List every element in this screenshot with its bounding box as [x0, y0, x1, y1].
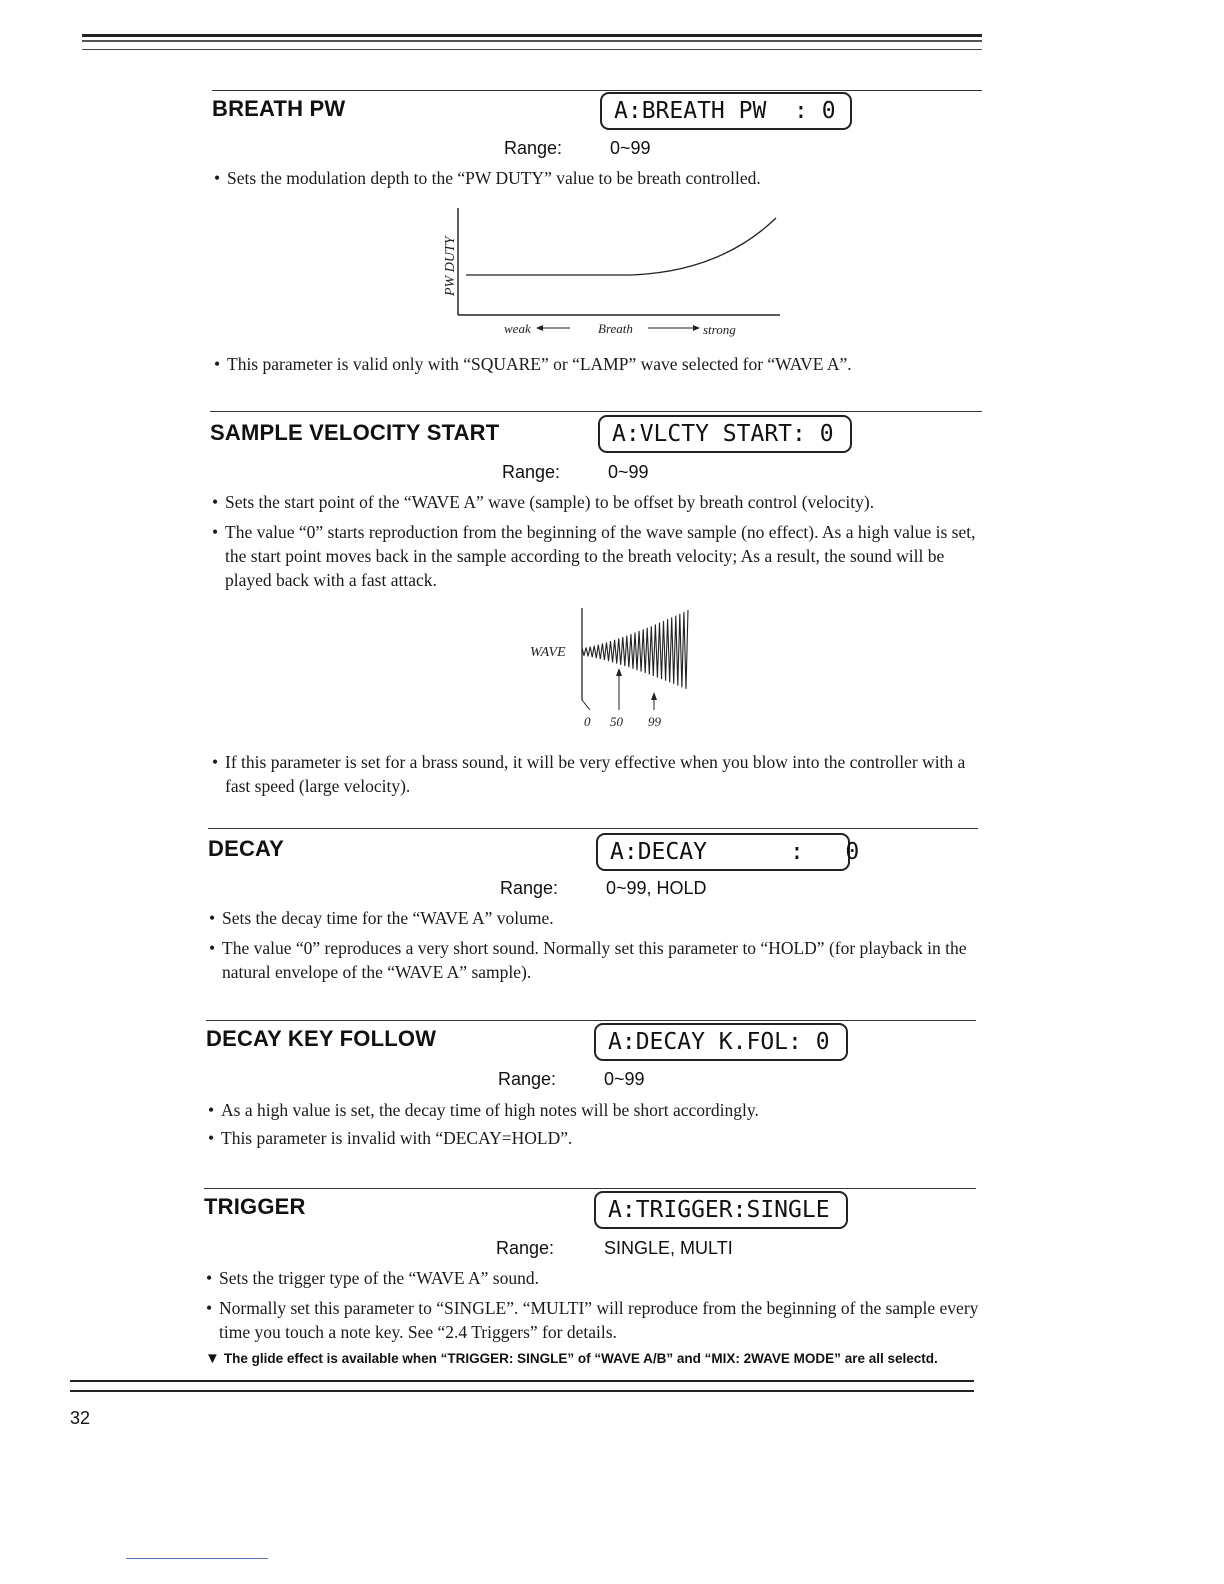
bottom-page-rule	[70, 1380, 974, 1392]
note-marker-icon: ▼	[205, 1350, 220, 1367]
lcd-display-vlcty-start: A:VLCTY START: 0	[598, 415, 852, 453]
lcd-display-decay: A:DECAY : 0	[596, 833, 850, 871]
bullet-item: • Sets the start point of the “WAVE A” wave (sample) to be offset by breath control (velocity).	[212, 492, 875, 512]
bullet-item: • If this parameter is set for a brass sound, it will be very effective when you blow into the controller with a fast speed (large velocity).	[212, 752, 966, 796]
section-title-decay-key-follow: DECAY KEY FOLLOW	[206, 1026, 437, 1051]
range-label: Range:	[500, 878, 559, 898]
lcd-display-breath-pw: A:BREATH PW : 0	[600, 92, 852, 130]
bullet-item: • Sets the decay time for the “WAVE A” volume.	[209, 908, 554, 928]
bullet-item: • The value “0” starts reproduction from the beginning of the wave sample (no effect). As a high value is set, the start point moves back in the sample according to the breath velocity; As a result, the sound will be played back with a fast attack.	[212, 522, 976, 590]
bullet-item: • The value “0” reproduces a very short sound. Normally set this parameter to “HOLD” (for playback in the natural envelope of the “WAVE A” sample).	[209, 938, 967, 982]
weak-label: weak	[504, 321, 531, 336]
section-rule	[204, 1188, 976, 1189]
lcd-display-decay-k-fol: A:DECAY K.FOL: 0	[594, 1023, 848, 1061]
bullet-item: • As a high value is set, the decay time of high notes will be short accordingly.	[208, 1100, 759, 1120]
range-label: Range:	[496, 1238, 555, 1258]
bullet-item: • Sets the trigger type of the “WAVE A” sound.	[206, 1268, 539, 1288]
pw-duty-breath-graph	[420, 200, 790, 345]
bullet-item: • Normally set this parameter to “SINGLE”. “MULTI” will reproduce from the beginning of the sample every time you touch a note key. See “2.4 Triggers” for details.	[206, 1298, 979, 1342]
section-rule	[210, 411, 982, 412]
page-number: 32	[70, 1408, 91, 1428]
bullet-item: • This parameter is invalid with “DECAY=HOLD”.	[208, 1128, 573, 1148]
range-label: Range:	[498, 1069, 557, 1089]
bullet-item: • This parameter is valid only with “SQUARE” or “LAMP” wave selected for “WAVE A”.	[214, 354, 852, 374]
range-value: 0~99, HOLD	[606, 878, 707, 898]
range-label: Range:	[504, 138, 563, 158]
range-value: SINGLE, MULTI	[604, 1238, 733, 1258]
section-rule	[206, 1020, 976, 1021]
range-value: 0~99	[610, 138, 651, 158]
y-axis-label: PW DUTY	[443, 236, 458, 296]
glide-note: ▼ The glide effect is available when “TRIGGER: SINGLE” of “WAVE A/B” and “MIX: 2WAVE MODE” are all selectd.	[205, 1350, 938, 1367]
section-rule	[212, 90, 982, 91]
tick-label: 50	[610, 714, 623, 729]
range-value: 0~99	[604, 1069, 645, 1089]
wave-label: WAVE	[530, 645, 566, 660]
section-title-breath-pw: BREATH PW	[212, 96, 346, 121]
tick-label: 0	[584, 714, 591, 729]
section-title-decay: DECAY	[208, 836, 284, 861]
wave-waveform	[582, 610, 688, 689]
scan-edge-line	[126, 1558, 268, 1559]
range-value: 0~99	[608, 462, 649, 482]
section-title-trigger: TRIGGER	[204, 1194, 306, 1219]
range-label: Range:	[502, 462, 561, 482]
wave-start-point-graph	[520, 600, 700, 734]
tick-label: 99	[648, 714, 661, 729]
section-title-sample-velocity-start: SAMPLE VELOCITY START	[210, 420, 500, 445]
breath-axis-label: Breath	[598, 321, 633, 336]
lcd-display-trigger: A:TRIGGER:SINGLE	[594, 1191, 848, 1229]
strong-label: strong	[703, 322, 736, 337]
bullet-item: • Sets the modulation depth to the “PW DUTY” value to be breath controlled.	[214, 168, 761, 188]
section-rule	[208, 828, 978, 829]
top-page-rule	[82, 34, 982, 50]
